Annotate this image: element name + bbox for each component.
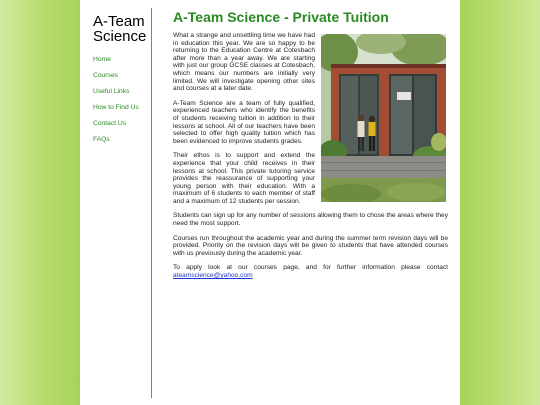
nav-item-useful-links[interactable]: Useful Links xyxy=(93,88,130,95)
contact-paragraph xyxy=(173,264,448,279)
contact-text: To apply look at our courses page, and for further information please contact xyxy=(173,264,448,272)
photo-illustration xyxy=(321,34,446,202)
ethos-paragraph: Their ethos is to support and extend the experience that your child receives in their lessons at school. This private tutoring service provides the reassurance of supporting your young person with their education. With a maximum of 6 students to each member of staff and a maximum of 12 students per session. xyxy=(173,152,315,205)
team-paragraph: A-Team Science are a team of fully qualified, experienced teachers who identify the benefits of students receiving tuition in addition to their lessons at school. All of our teachers have been selected to offer high quality tuition which has been evidenced to improve students grades. xyxy=(173,99,315,145)
nav-item-courses[interactable]: Courses xyxy=(93,72,118,79)
sidebar-divider xyxy=(151,8,152,398)
nav-menu xyxy=(93,56,139,152)
nav-item-home[interactable]: Home xyxy=(93,56,111,63)
education-centre-photo xyxy=(321,34,446,202)
nav-item-contact-us[interactable]: Contact Us xyxy=(93,120,127,127)
email-link[interactable]: ateamscience@yahoo.com xyxy=(173,272,253,280)
sidebar xyxy=(80,8,152,405)
page-container xyxy=(80,0,460,405)
site-title: A-Team Science xyxy=(93,13,147,45)
sessions-paragraph: Students can sign up for any number of sessions allowing them to chose the areas where they need the most support. xyxy=(173,212,448,228)
main-content xyxy=(173,8,448,287)
nav-item-faqs[interactable]: FAQs xyxy=(93,136,110,143)
intro-paragraph: What a strange and unsettling time we have had in education this year. We are so happy to be returning to the Education Centre at Cotesbach after more than a year away. We are starting with just our group GCSE classes at Cotesbach, which means our numbers are initially very limited. We will investigate opening other sites and courses at a later date. xyxy=(173,32,315,93)
nav-item-how-to-find-us[interactable]: How to Find Us xyxy=(93,104,139,111)
courses-paragraph: Courses run throughout the academic year and during the summer term revision days will be provided. Priority on the revision days will be given to students that have attended courses with us previously during the academic year. xyxy=(173,234,448,257)
page-title: A-Team Science - Private Tuition xyxy=(173,9,389,25)
